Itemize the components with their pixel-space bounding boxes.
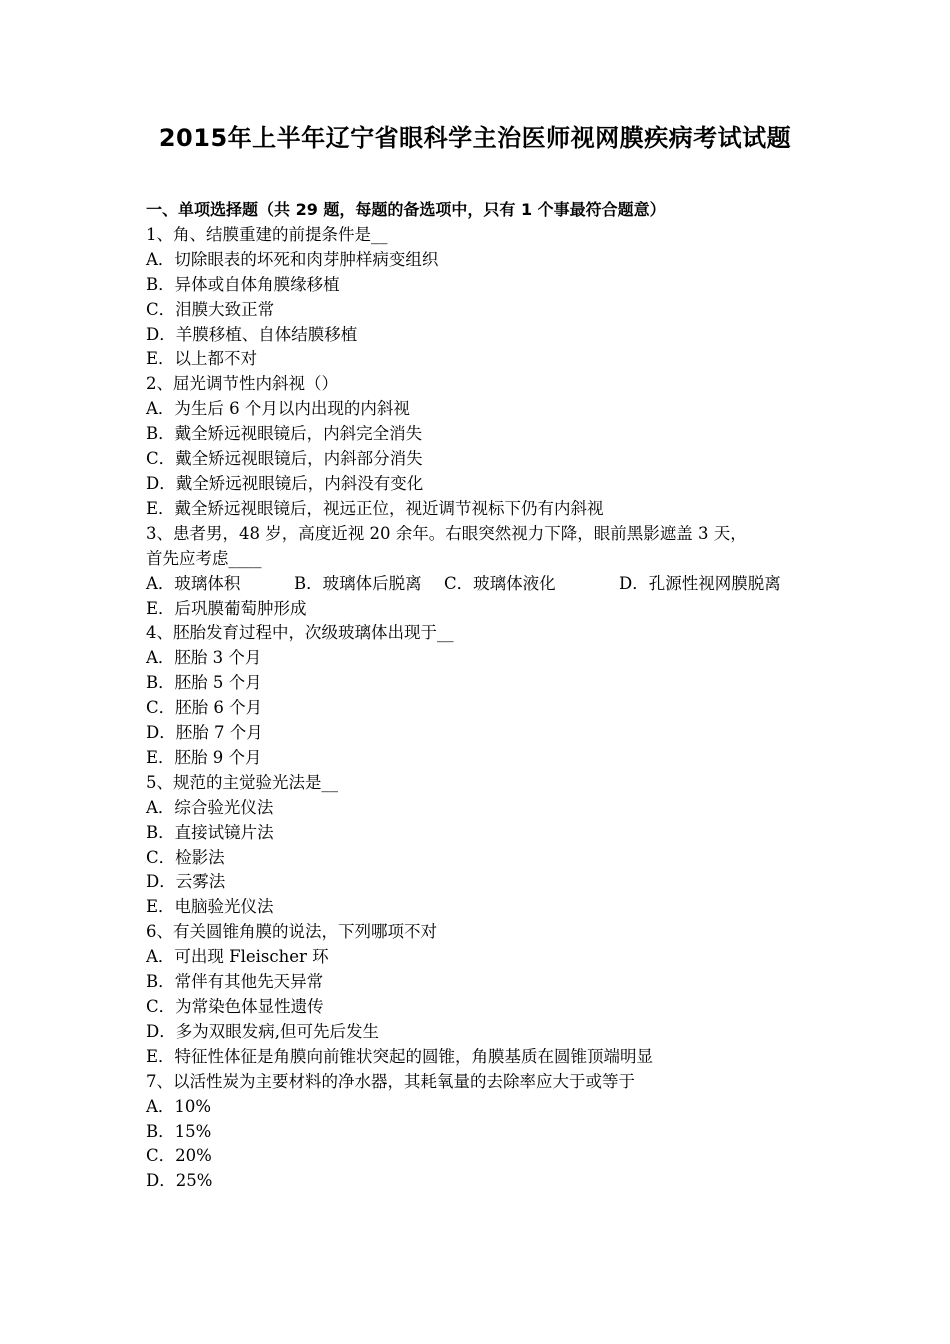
- document-title: 2015年上半年辽宁省眼科学主治医师视网膜疾病考试试题: [158, 124, 792, 152]
- question-3-option-d: D．孔源性视网膜脱离: [619, 573, 781, 593]
- question-1-option-c: C．泪膜大致正常: [146, 299, 275, 319]
- question-7-option-d: D．25%: [146, 1171, 213, 1191]
- question-3-option-a: A．玻璃体积: [146, 573, 241, 593]
- question-3-option-e: E．后巩膜葡萄肿形成: [146, 598, 307, 618]
- question-7-stem: 7、以活性炭为主要材料的净水器，其耗氧量的去除率应大于或等于: [146, 1071, 635, 1091]
- question-4-option-e: E．胚胎 9 个月: [146, 747, 262, 767]
- question-6-option-c: C．为常染色体显性遗传: [146, 997, 324, 1016]
- question-2-stem: 2、屈光调节性内斜视（）: [146, 374, 338, 394]
- section-heading: 一、单项选择题（共 29 题，每题的备选项中，只有 1 个事最符合题意）: [146, 200, 666, 219]
- question-7-option-a: A．10%: [146, 1096, 212, 1116]
- question-5-option-a: A．综合验光仪法: [146, 797, 274, 817]
- document-body: [146, 198, 816, 1194]
- question-4-option-b: B．胚胎 5 个月: [146, 673, 262, 693]
- question-3-option-b: B．玻璃体后脱离: [294, 573, 422, 593]
- question-3-stem-line-2: 首先应考虑____: [146, 548, 262, 568]
- question-5-option-c: C．检影法: [146, 847, 225, 867]
- question-7-option-b: B．15%: [146, 1121, 212, 1141]
- question-5-option-e: E．电脑验光仪法: [146, 897, 274, 917]
- question-6-option-d: D．多为双眼发病,但可先后发生: [146, 1021, 379, 1041]
- question-2-option-d: D．戴全矫远视眼镜后，内斜没有变化: [146, 473, 424, 493]
- question-1-stem: 1、角、结膜重建的前提条件是__: [146, 224, 388, 244]
- question-6-option-e: E．特征性体征是角膜向前锥状突起的圆锥，角膜基质在圆锥顶端明显: [146, 1046, 654, 1066]
- question-2-option-b: B．戴全矫远视眼镜后，内斜完全消失: [146, 424, 423, 444]
- question-1-option-a: A．切除眼表的坏死和肉芽肿样病变组织: [146, 249, 439, 269]
- question-2-option-c: C．戴全矫远视眼镜后，内斜部分消失: [146, 449, 423, 469]
- question-3-stem-line-1: 3、患者男，48 岁，高度近视 20 余年。右眼突然视力下降，眼前黑影遮盖 3 天，: [146, 523, 747, 543]
- question-1-option-e: E．以上都不对: [146, 349, 258, 369]
- question-2-option-a: A．为生后 6 个月以内出现的内斜视: [146, 399, 410, 419]
- question-2-option-e: E．戴全矫远视眼镜后，视远正位，视近调节视标下仍有内斜视: [146, 498, 604, 518]
- question-4-stem: 4、胚胎发育过程中，次级玻璃体出现于__: [146, 623, 454, 643]
- question-3-option-c: C．玻璃体液化: [444, 573, 556, 593]
- question-1-option-d: D．羊膜移植、自体结膜移植: [146, 324, 358, 344]
- question-5-option-b: B．直接试镜片法: [146, 822, 274, 842]
- question-5-option-d: D．云雾法: [146, 872, 226, 892]
- question-6-stem: 6、有关圆锥角膜的说法，下列哪项不对: [146, 922, 437, 942]
- question-1-option-b: B．异体或自体角膜缘移植: [146, 274, 340, 294]
- question-7-option-c: C．20%: [146, 1146, 212, 1166]
- question-4-option-d: D．胚胎 7 个月: [146, 723, 263, 743]
- question-5-stem: 5、规范的主觉验光法是__: [146, 772, 338, 792]
- question-4-option-c: C．胚胎 6 个月: [146, 698, 263, 718]
- question-3-options-row: [146, 572, 816, 597]
- question-4-option-a: A．胚胎 3 个月: [146, 648, 262, 668]
- question-6-option-b: B．常伴有其他先天异常: [146, 972, 324, 992]
- question-6-option-a: A．可出现 Fleischer 环: [146, 947, 329, 967]
